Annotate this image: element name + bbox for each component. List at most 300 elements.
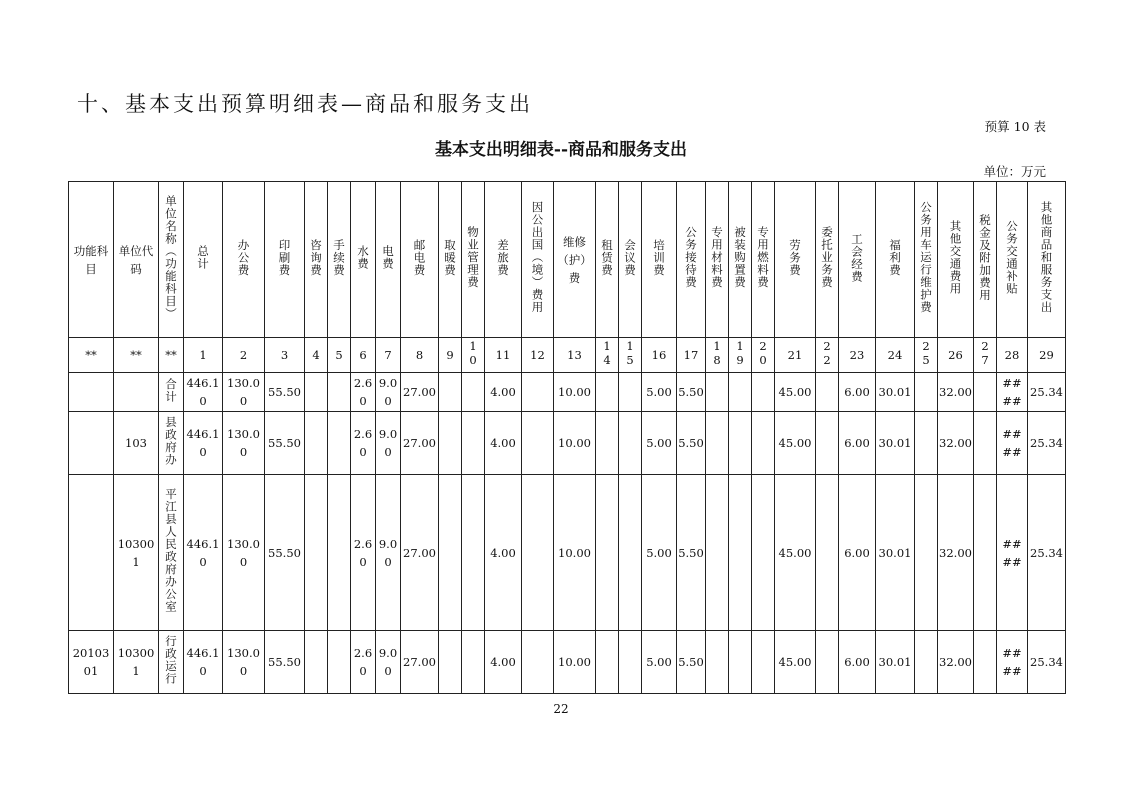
table-cell-training	[642, 373, 677, 412]
column-header-label: 手续费	[332, 238, 346, 277]
column-header-label: 公务接待费	[684, 226, 698, 289]
table-cell-labor	[775, 631, 816, 694]
column-header-commission	[816, 182, 839, 338]
column-header-label: 功能科目	[73, 243, 109, 276]
table-cell-transport	[938, 412, 974, 475]
table-cell-property	[462, 475, 485, 631]
table-cell-travel	[485, 412, 522, 475]
table-cell-material	[706, 631, 729, 694]
column-index-value: 25	[919, 339, 933, 367]
cell-value: 45.00	[778, 436, 812, 450]
cell-value: 6.00	[844, 436, 870, 450]
cell-value: 30.01	[878, 545, 912, 560]
cell-value: ####	[1002, 427, 1022, 459]
cell-value: 55.50	[268, 385, 301, 399]
table-cell-print	[265, 631, 305, 694]
form-code: 预算 10 表	[984, 119, 1046, 134]
cell-value: 30.01	[878, 655, 912, 669]
column-index-value: 24	[887, 348, 903, 362]
cell-value: 10.00	[558, 385, 591, 399]
cell-value: 45.00	[778, 655, 812, 669]
column-header-abroad	[522, 182, 554, 338]
column-index-value: **	[130, 348, 142, 362]
column-header-handling	[328, 182, 351, 338]
cell-value: 25.34	[1030, 545, 1063, 560]
table-cell-transport	[938, 631, 974, 694]
cell-value: 10.00	[558, 545, 591, 560]
column-index-value: 3	[280, 348, 289, 362]
cell-value: ####	[1002, 646, 1022, 678]
cell-value: 2.60	[353, 427, 373, 459]
table-cell-fuel	[752, 373, 775, 412]
column-header-telecom	[401, 182, 439, 338]
table-cell-tax	[974, 412, 997, 475]
column-header-travel	[485, 182, 522, 338]
table-cell-tax	[974, 631, 997, 694]
cell-value: 27.00	[403, 545, 436, 560]
cell-value: 30.01	[878, 385, 912, 399]
column-header-total	[184, 182, 223, 338]
column-header-uniform	[729, 182, 752, 338]
table-cell-power	[376, 373, 401, 412]
column-index-value: 2	[239, 348, 248, 362]
column-index-cell	[596, 338, 619, 373]
table-cell-property	[462, 412, 485, 475]
table-cell-office	[223, 412, 265, 475]
table-cell-func	[69, 412, 114, 475]
column-index-cell	[114, 338, 159, 373]
table-cell-commission	[816, 475, 839, 631]
column-index-cell	[915, 338, 938, 373]
column-index-cell	[839, 338, 876, 373]
table-cell-repair	[554, 373, 596, 412]
cell-value: 10.00	[558, 655, 591, 669]
table-cell-consult	[305, 631, 328, 694]
table-cell-repair	[554, 412, 596, 475]
table-cell-unit	[114, 412, 159, 475]
column-index-cell	[752, 338, 775, 373]
column-index-value: 29	[1039, 348, 1054, 362]
cell-value: 27.00	[403, 436, 436, 450]
cell-value: 6.00	[844, 545, 870, 560]
column-header-meeting	[619, 182, 642, 338]
cell-value: 25.34	[1030, 385, 1063, 399]
table-cell-heating	[439, 373, 462, 412]
cell-value: 45.00	[778, 545, 812, 560]
cell-value: ####	[1002, 376, 1022, 408]
column-index-cell	[775, 338, 816, 373]
column-header-label: 被装购置费	[733, 226, 747, 289]
column-index-cell	[462, 338, 485, 373]
table-cell-water	[351, 475, 376, 631]
table-cell-rent	[596, 412, 619, 475]
column-index-cell	[376, 338, 401, 373]
table-cell-allowance	[997, 373, 1028, 412]
table-cell-power	[376, 631, 401, 694]
column-header-label: 税金及附加费用	[978, 213, 992, 302]
column-header-unit	[114, 182, 159, 338]
column-index-value: 11	[495, 348, 511, 362]
table-cell-repair	[554, 475, 596, 631]
column-header-reception	[677, 182, 706, 338]
table-cell-func	[69, 373, 114, 412]
table-cell-union	[839, 631, 876, 694]
cell-value: 4.00	[490, 385, 516, 399]
column-header-label: 办公费	[236, 238, 251, 277]
column-index-value: 7	[384, 348, 392, 362]
table-cell-func	[69, 475, 114, 631]
cell-value: 103	[125, 436, 147, 450]
column-header-label: 劳务费	[788, 238, 802, 277]
table-cell-heating	[439, 631, 462, 694]
column-header-power	[376, 182, 401, 338]
cell-value: 55.50	[268, 545, 301, 560]
column-index-value: 20	[756, 339, 770, 367]
table-cell-commission	[816, 412, 839, 475]
cell-value: 45.00	[778, 385, 812, 399]
column-header-heating	[439, 182, 462, 338]
table-cell-telecom	[401, 373, 439, 412]
cell-value: 2.60	[353, 646, 373, 678]
table-cell-name	[159, 475, 184, 631]
table-cell-property	[462, 373, 485, 412]
table-cell-transport	[938, 373, 974, 412]
cell-value: 4.00	[490, 545, 516, 560]
column-header-func	[69, 182, 114, 338]
table-cell-rent	[596, 475, 619, 631]
column-header-label: 委托业务费	[820, 226, 834, 289]
table-cell-rent	[596, 373, 619, 412]
table-row	[69, 631, 1066, 694]
column-header-print	[265, 182, 305, 338]
column-index-value: 13	[567, 348, 582, 362]
column-header-label: 福利费	[888, 238, 902, 277]
page-number: 22	[553, 702, 569, 716]
column-header-label: 因公出国（境）费用	[530, 201, 545, 314]
table-cell-rent	[596, 631, 619, 694]
cell-value: 5.00	[646, 436, 672, 450]
cell-value: 103001	[117, 536, 155, 569]
column-index-cell	[642, 338, 677, 373]
column-index-value: 23	[849, 348, 865, 362]
column-index-value: 19	[733, 339, 747, 367]
table-cell-vehicle	[915, 475, 938, 631]
table-cell-training	[642, 412, 677, 475]
cell-value: 25.34	[1030, 655, 1063, 669]
cell-value: 9.00	[378, 646, 398, 678]
table-cell-office	[223, 631, 265, 694]
table-cell-telecom	[401, 631, 439, 694]
table-cell-labor	[775, 373, 816, 412]
table-cell-training	[642, 631, 677, 694]
column-index-cell	[938, 338, 974, 373]
column-index-row	[69, 338, 1066, 373]
column-header-labor	[775, 182, 816, 338]
table-row	[69, 412, 1066, 475]
table-cell-print	[265, 412, 305, 475]
cell-value: 32.00	[939, 655, 972, 669]
table-cell-reception	[677, 475, 706, 631]
column-index-cell	[974, 338, 997, 373]
column-index-value: 1	[199, 348, 207, 362]
column-index-cell	[159, 338, 184, 373]
column-index-cell	[997, 338, 1028, 373]
table-cell-office	[223, 475, 265, 631]
table-cell-welfare	[876, 373, 915, 412]
table-cell-name	[159, 631, 184, 694]
table-cell-travel	[485, 475, 522, 631]
table-cell-commission	[816, 631, 839, 694]
table-cell-handling	[328, 631, 351, 694]
column-index-value: **	[85, 348, 97, 362]
table-cell-labor	[775, 475, 816, 631]
table-cell-power	[376, 475, 401, 631]
table-cell-abroad	[522, 373, 554, 412]
table-cell-consult	[305, 475, 328, 631]
table-cell-training	[642, 475, 677, 631]
column-header-property	[462, 182, 485, 338]
table-cell-commission	[816, 373, 839, 412]
column-header-repair	[554, 182, 596, 338]
column-header-allowance	[997, 182, 1028, 338]
column-header-label: 公务用车运行维护费	[919, 201, 933, 314]
cell-value: 130.00	[227, 427, 260, 459]
cell-value: 446.10	[186, 427, 220, 459]
cell-value: 2.60	[353, 376, 373, 408]
cell-value: 5.50	[678, 655, 704, 669]
column-header-rent	[596, 182, 619, 338]
table-cell-consult	[305, 373, 328, 412]
column-index-cell	[485, 338, 522, 373]
table-cell-material	[706, 373, 729, 412]
table-cell-fuel	[752, 475, 775, 631]
table-cell-union	[839, 373, 876, 412]
column-index-value: 15	[623, 339, 637, 367]
column-index-value: 26	[948, 348, 963, 362]
table-cell-property	[462, 631, 485, 694]
table-cell-material	[706, 475, 729, 631]
cell-value: 县政府办	[164, 416, 178, 466]
column-index-value: 4	[312, 348, 320, 362]
column-header-label: 单位代码	[118, 243, 154, 276]
column-index-cell	[1028, 338, 1066, 373]
column-index-value: 10	[466, 339, 480, 367]
column-header-label: 会议费	[623, 238, 637, 277]
cell-value: 10.00	[558, 436, 591, 450]
column-header-label: 培训费	[652, 238, 666, 277]
column-header-welfare	[876, 182, 915, 338]
cell-value: 5.50	[678, 385, 704, 399]
table-cell-vehicle	[915, 412, 938, 475]
column-header-label: 租赁费	[600, 238, 614, 277]
column-index-value: 6	[359, 348, 367, 362]
table-cell-abroad	[522, 412, 554, 475]
cell-value: 2.60	[353, 536, 373, 569]
cell-value: 55.50	[268, 436, 301, 450]
header-row	[69, 182, 1066, 338]
cell-value: 130.00	[227, 376, 260, 408]
cell-value: 20103 01	[72, 646, 110, 678]
cell-value: 5.00	[646, 545, 672, 560]
column-header-name	[159, 182, 184, 338]
table-cell-water	[351, 373, 376, 412]
column-index-cell	[729, 338, 752, 373]
table-cell-heating	[439, 475, 462, 631]
column-header-label: 其他交通费用	[948, 220, 963, 295]
cell-value: 6.00	[844, 385, 870, 399]
table-title: 基本支出明细表--商品和服务支出	[434, 140, 688, 160]
table-cell-fuel	[752, 412, 775, 475]
column-header-label: 维修（护）费	[557, 234, 592, 285]
column-index-value: 21	[787, 348, 803, 362]
table-cell-meeting	[619, 412, 642, 475]
column-index-value: 14	[600, 339, 614, 367]
table-cell-abroad	[522, 475, 554, 631]
cell-value: 32.00	[939, 436, 972, 450]
table-cell-telecom	[401, 412, 439, 475]
cell-value: 合计	[164, 377, 178, 403]
table-cell-name	[159, 373, 184, 412]
column-header-fuel	[752, 182, 775, 338]
column-index-cell	[265, 338, 305, 373]
column-header-office	[223, 182, 265, 338]
table-cell-meeting	[619, 631, 642, 694]
cell-value: 446.10	[186, 376, 220, 408]
column-header-label: 电费	[381, 245, 395, 270]
table-cell-uniform	[729, 475, 752, 631]
table-cell-fuel	[752, 631, 775, 694]
cell-value: 130.00	[227, 536, 260, 569]
column-header-label: 差旅费	[496, 238, 510, 277]
column-index-cell	[876, 338, 915, 373]
cell-value: ####	[1002, 536, 1022, 569]
table-cell-print	[265, 475, 305, 631]
table-cell-heating	[439, 412, 462, 475]
table-cell-allowance	[997, 475, 1028, 631]
column-index-cell	[439, 338, 462, 373]
table-cell-welfare	[876, 412, 915, 475]
column-header-label: 取暖费	[443, 238, 457, 277]
table-cell-tax	[974, 373, 997, 412]
table-cell-other	[1028, 412, 1066, 475]
column-header-label: 其他商品和服务支出	[1039, 201, 1054, 314]
column-index-cell	[305, 338, 328, 373]
column-index-cell	[816, 338, 839, 373]
table-cell-unit	[114, 631, 159, 694]
column-header-label: 邮电费	[412, 238, 427, 277]
cell-value: 32.00	[939, 545, 972, 560]
cell-value: 32.00	[939, 385, 972, 399]
table-cell-union	[839, 475, 876, 631]
column-index-cell	[706, 338, 729, 373]
column-header-tax	[974, 182, 997, 338]
column-index-value: 22	[820, 339, 834, 367]
cell-value: 446.10	[186, 536, 220, 569]
column-index-value: 27	[978, 339, 992, 367]
table-cell-other	[1028, 475, 1066, 631]
table-cell-material	[706, 412, 729, 475]
cell-value: 5.00	[646, 655, 672, 669]
table-cell-uniform	[729, 373, 752, 412]
cell-value: 55.50	[268, 655, 301, 669]
column-index-cell	[184, 338, 223, 373]
column-index-value: 12	[530, 348, 545, 362]
column-index-value: **	[165, 348, 177, 362]
table-cell-other	[1028, 373, 1066, 412]
table-cell-repair	[554, 631, 596, 694]
column-index-value: 16	[651, 348, 667, 362]
column-header-label: 公务交通补贴	[1005, 220, 1019, 295]
column-header-label: 总计	[196, 245, 210, 270]
column-header-union	[839, 182, 876, 338]
table-cell-vehicle	[915, 373, 938, 412]
cell-value: 130.00	[227, 646, 260, 678]
column-header-label: 专用燃料费	[756, 226, 770, 289]
column-header-water	[351, 182, 376, 338]
column-index-cell	[619, 338, 642, 373]
table-cell-name	[159, 412, 184, 475]
table-cell-vehicle	[915, 631, 938, 694]
column-index-cell	[401, 338, 439, 373]
column-index-cell	[223, 338, 265, 373]
column-index-cell	[351, 338, 376, 373]
cell-value: 5.00	[646, 385, 672, 399]
column-index-cell	[522, 338, 554, 373]
cell-value: 5.50	[678, 436, 704, 450]
cell-value: 行政运行	[164, 635, 178, 685]
table-cell-other	[1028, 631, 1066, 694]
column-header-label: 物业管理费	[466, 226, 480, 289]
table-cell-handling	[328, 475, 351, 631]
cell-value: 103001	[117, 646, 155, 678]
cell-value: 平江县人民政府办公室	[164, 488, 178, 613]
table-cell-tax	[974, 475, 997, 631]
table-cell-total	[184, 412, 223, 475]
section-heading: 十、基本支出预算明细表—商品和服务支出	[77, 92, 533, 116]
column-header-material	[706, 182, 729, 338]
cell-value: 30.01	[878, 436, 912, 450]
table-cell-travel	[485, 631, 522, 694]
cell-value: 9.00	[378, 376, 398, 408]
column-index-cell	[69, 338, 114, 373]
table-cell-func	[69, 631, 114, 694]
table-row	[69, 475, 1066, 631]
column-index-value: 9	[446, 348, 454, 362]
table-cell-water	[351, 412, 376, 475]
table-cell-travel	[485, 373, 522, 412]
table-row	[69, 373, 1066, 412]
table-cell-abroad	[522, 631, 554, 694]
table-cell-power	[376, 412, 401, 475]
column-index-value: 28	[1004, 348, 1020, 362]
cell-value: 27.00	[403, 655, 436, 669]
cell-value: 25.34	[1030, 436, 1063, 450]
column-index-value: 18	[710, 339, 724, 367]
cell-value: 27.00	[403, 385, 436, 399]
column-header-transport	[938, 182, 974, 338]
table-cell-meeting	[619, 475, 642, 631]
column-header-label: 工会经费	[850, 232, 864, 283]
column-header-label: 印刷费	[277, 238, 292, 277]
cell-value: 5.50	[678, 545, 704, 560]
cell-value: 4.00	[490, 436, 516, 450]
column-header-label: 咨询费	[309, 238, 323, 277]
table-cell-telecom	[401, 475, 439, 631]
table-cell-welfare	[876, 631, 915, 694]
cell-value: 6.00	[844, 655, 870, 669]
table-cell-uniform	[729, 631, 752, 694]
table-cell-union	[839, 412, 876, 475]
